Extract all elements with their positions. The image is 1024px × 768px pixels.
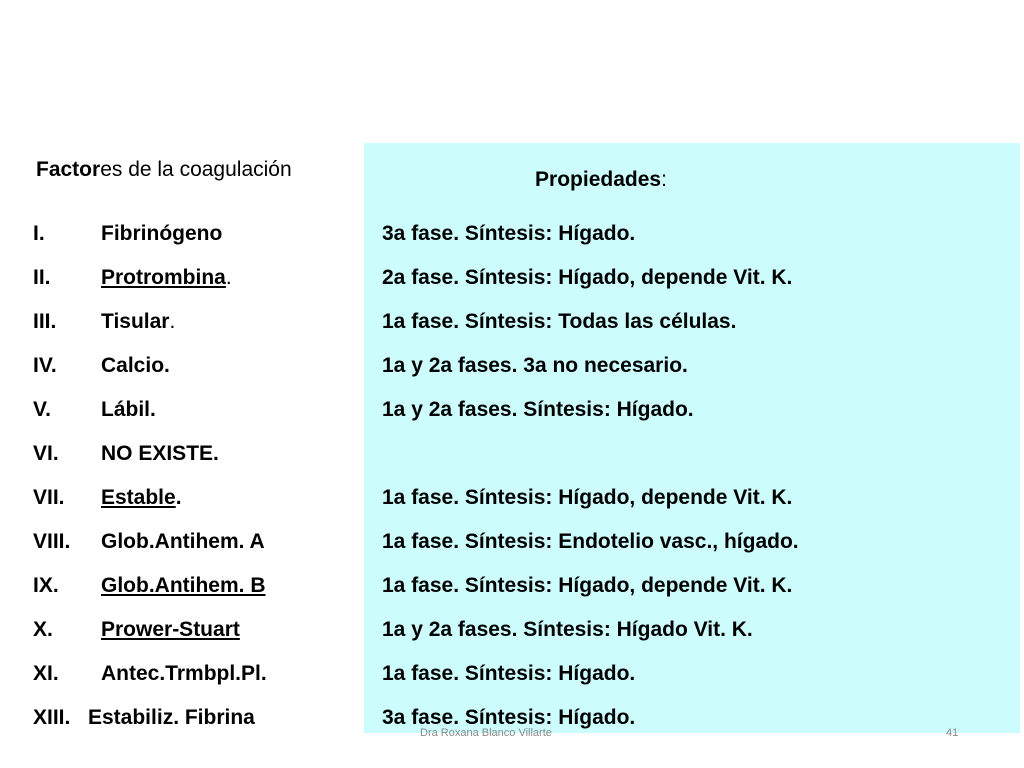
factor-name: Lábil. (101, 398, 156, 421)
factor-name: Estabiliz. Fibrina (88, 706, 255, 729)
factor-property: 1a fase. Síntesis: Hígado. (382, 662, 636, 685)
page-number: 41 (946, 727, 959, 739)
factor-number: XIII. (33, 706, 71, 729)
factor-row-7 (0, 486, 1024, 529)
factor-row-10 (0, 618, 1024, 661)
factor-number: II. (33, 266, 51, 289)
factor-number: X. (33, 618, 53, 641)
factor-row-5 (0, 398, 1024, 441)
factor-name: Fibrinógeno (101, 222, 223, 245)
factor-property: 3a fase. Síntesis: Hígado. (382, 706, 636, 729)
factor-property: 2a fase. Síntesis: Hígado, depende Vit. K. (382, 266, 793, 289)
factor-row-8 (0, 530, 1024, 573)
factor-name: Glob.Antihem. B (101, 574, 266, 597)
factor-number: III. (33, 310, 57, 333)
factor-number: VIII. (33, 530, 71, 553)
factor-number: IV. (33, 354, 57, 377)
factor-name: Glob.Antihem. A (101, 530, 265, 553)
factor-property: 1a fase. Síntesis: Todas las células. (382, 310, 737, 333)
factor-row-9 (0, 574, 1024, 617)
factor-property: 1a y 2a fases. Síntesis: Hígado Vit. K. (382, 618, 753, 641)
factor-row-1 (0, 222, 1024, 265)
factor-row-3 (0, 310, 1024, 353)
factor-number: I. (33, 222, 45, 245)
factor-name: NO EXISTE. (101, 442, 219, 465)
factor-property: 1a fase. Síntesis: Hígado, depende Vit. K. (382, 574, 793, 597)
factor-name: Calcio. (101, 354, 170, 377)
factor-number: IX. (33, 574, 59, 597)
factor-property: 3a fase. Síntesis: Hígado. (382, 222, 636, 245)
factor-number: V. (33, 398, 51, 421)
factor-property: 1a y 2a fases. 3a no necesario. (382, 354, 688, 377)
factor-property: 1a y 2a fases. Síntesis: Hígado. (382, 398, 694, 421)
factor-property: 1a fase. Síntesis: Hígado, depende Vit. K. (382, 486, 793, 509)
factor-row-2 (0, 266, 1024, 309)
factor-property: 1a fase. Síntesis: Endotelio vasc., hígado. (382, 530, 799, 553)
factor-name: Antec.Trmbpl.Pl. (101, 662, 267, 685)
factor-name: Estable. (101, 486, 182, 509)
factor-row-11 (0, 662, 1024, 705)
factor-number: VII. (33, 486, 65, 509)
factor-name: Prower-Stuart (101, 618, 240, 641)
footer-author: Dra Roxana Blanco Villarte (420, 727, 552, 739)
factor-name: Tisular. (101, 310, 176, 333)
factor-row-6 (0, 442, 1024, 485)
factors-heading: Factores de la coagulación (36, 158, 292, 181)
factor-row-4 (0, 354, 1024, 397)
factor-number: VI. (33, 442, 59, 465)
properties-heading: Propiedades: (535, 168, 667, 191)
factor-number: XI. (33, 662, 59, 685)
factor-name: Protrombina. (101, 266, 232, 289)
